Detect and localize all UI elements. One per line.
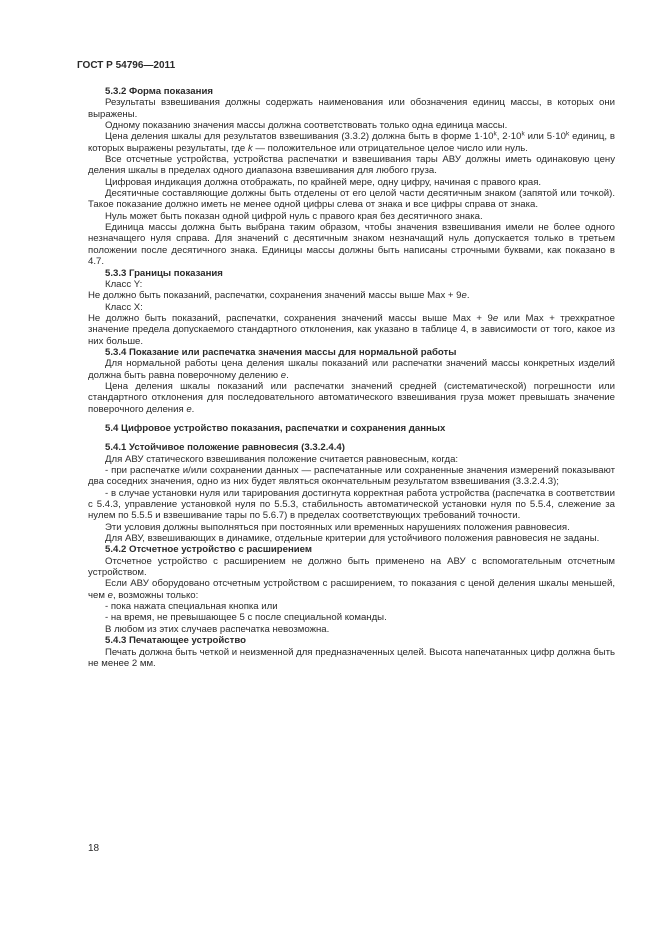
section-5-3-4-heading: 5.3.4 Показание или распечатка значения массы для нормальной работы	[105, 346, 457, 358]
text-run: , 2·10	[496, 131, 522, 143]
list-item: - пока нажата специальная кнопка или	[105, 601, 278, 613]
section-5-4-3-heading: 5.4.3 Печатающее устройство	[105, 635, 246, 647]
paragraph	[88, 381, 615, 415]
text-run: .	[286, 369, 289, 381]
list-item: - при распечатке и/или сохранении данных — распечатанные или сохраненные значения измерений показывают два соседних значения, одно из них будет являться окончательным результатом взвешивания (3.3.2.4.3);	[88, 465, 615, 488]
text-run: Если АВУ оборудовано отсчетным устройством с расширением, то показания с ценой деления шкалы меньшей, чем	[88, 578, 615, 601]
exponent: k	[493, 130, 497, 138]
text-run: Цена деления шкалы для результатов взвешивания (3.3.2) должна быть в форме 1·10	[105, 131, 494, 143]
paragraph: Печать должна быть четкой и неизменной для предназначенных целей. Высота напечатанных цифр должна быть не менее 2 мм.	[88, 646, 615, 669]
paragraph: Для АВУ статического взвешивания положение считается равновесным, когда:	[105, 453, 459, 465]
paragraph: Цифровая индикация должна отображать, по крайней мере, одну цифру, начиная с правого края.	[105, 176, 542, 188]
paragraph: Одному показанию значения массы должна соответствовать только одна единица массы.	[105, 120, 508, 132]
section-5-4-heading: 5.4 Цифровое устройство показания, распечатки и сохранения данных	[105, 422, 446, 434]
text-run: Для нормальной работы цена деления шкалы показаний или распечатки значений массы конкретных изделий должна быть равна поверочному делению	[88, 358, 615, 381]
exponent: k	[521, 130, 525, 138]
paragraph	[88, 578, 615, 601]
paragraph: Отсчетное устройство с расширением не должно быть применено на АВУ с вспомогательным отсчетным устройством.	[88, 555, 615, 579]
variable-e: e	[186, 403, 192, 415]
document-body	[88, 86, 615, 669]
page-header: ГОСТ Р 54796—2011	[77, 60, 176, 71]
paragraph: Класс Y:	[105, 278, 143, 290]
paragraph: Десятичные составляющие должны быть отделены от его целой части десятичным знаком (запятой или точкой). Такое показание должно иметь не менее одной цифры слева от знака и все цифры справа от знака.	[88, 188, 615, 211]
variable-e: e	[280, 369, 287, 381]
paragraph: В любом из этих случаев распечатка невозможна.	[105, 623, 330, 635]
section-5-4-1-heading: 5.4.1 Устойчивое положение равновесия (3.3.2.4.4)	[105, 442, 345, 454]
paragraph: Нуль может быть показан одной цифрой нуль с правого края без десятичного знака.	[105, 210, 483, 222]
paragraph: Все отсчетные устройства, устройства распечатки и взвешивания тары АВУ должны иметь одинаковую цену деления шкалы в пределах одного диапазона взвешивания для любого груза.	[88, 154, 615, 177]
paragraph	[88, 313, 615, 347]
text-run: , возможны только:	[112, 589, 199, 601]
text-run: .	[466, 290, 470, 302]
paragraph: Результаты взвешивания должны содержать наименования или обозначения единиц массы, в которых они выражены.	[88, 97, 615, 120]
paragraph	[88, 358, 615, 381]
paragraph-scale-division-form	[88, 131, 615, 154]
variable-k: k	[247, 142, 253, 154]
list-item: - в случае установки нуля или тарирования достигнута корректная работа устройства (распечатка в соответствии с 5.4.3, управление установкой нуля по 5.5.3, стабильность автоматической установки нуля по 5.5.4, слежение за нулем по 5.5.5 и взвешивание тары по 5.6.7) в пределах соответствующих требований точности.	[88, 487, 615, 522]
text-run: или Max + трехкратное значение предела допускаемого стандартного отклонения, как указано в таблице 4, в зависимости от того, какое из них больше.	[88, 312, 615, 347]
text-run: — положительное или отрицательное целое число или нуль.	[252, 142, 528, 154]
variable-e: e	[492, 312, 499, 324]
paragraph: Единица массы должна быть выбрана таким образом, чтобы значения взвешивания имели не более одного незначащего нуля справа. Для значений с десятичным знаком незначащий нуль допускается только в третьем положении после десятичного знака. Единицы массы должны быть написаны строчными буквами, как показано в 4.7.	[88, 222, 615, 268]
list-item: - на время, не превышающее 5 с после специальной команды.	[105, 612, 387, 624]
text-run: или 5·10	[524, 131, 566, 143]
page-number: 18	[88, 843, 100, 854]
text-run: .	[191, 403, 195, 415]
exponent: k	[565, 130, 570, 138]
variable-e: e	[461, 290, 467, 302]
text-run: Не должно быть показаний, распечатки, сохранения значений массы выше Max + 9	[88, 312, 493, 324]
paragraph: Эти условия должны выполняться при постоянных или временных нарушениях положения равновесия.	[105, 521, 570, 533]
variable-e: e	[107, 589, 113, 601]
paragraph	[88, 290, 615, 301]
text-run: единиц, в которых выражены результаты, где	[88, 131, 615, 154]
text-run: Не должно быть показаний, распечатки, сохранения значений массы выше Max + 9	[88, 290, 462, 302]
paragraph: Для АВУ, взвешивающих в динамике, отдельные критерии для устойчивого положения равновесия не заданы.	[105, 533, 600, 545]
section-5-3-3-heading: 5.3.3 Границы показания	[105, 267, 223, 279]
text-run: Цена деления шкалы показаний или распечатки значений средней (систематической) погрешности или стандартного отклонения для последовательного автоматического взвешивания груза может превышать значение поверочного деления	[88, 380, 615, 415]
section-5-3-2-heading: 5.3.2 Форма показания	[105, 86, 213, 97]
paragraph: Класс X:	[105, 301, 143, 313]
section-5-4-2-heading: 5.4.2 Отсчетное устройство с расширением	[105, 544, 312, 556]
